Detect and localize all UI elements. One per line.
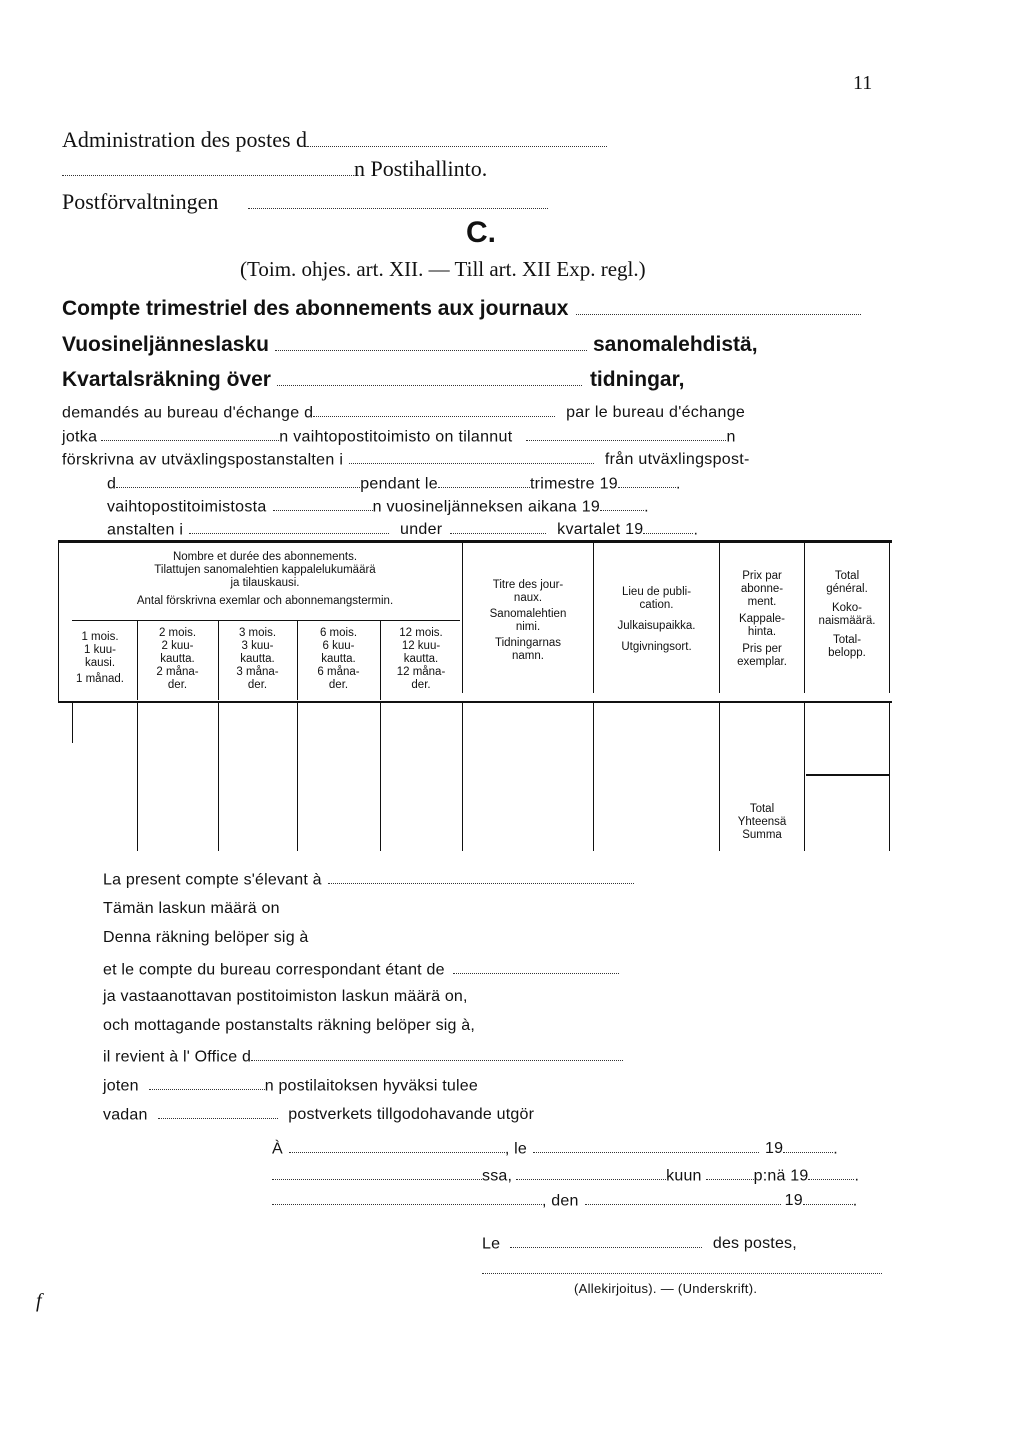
total-text: Total [834, 570, 860, 582]
duration-text: der. [411, 679, 431, 691]
column-prix [720, 570, 804, 669]
duration-text: der. [328, 679, 349, 691]
lieu-text: Lieu de publi- [621, 586, 692, 598]
duration-text: 2 kuu- [161, 640, 194, 652]
line-forskrivna [62, 449, 750, 469]
table-vline [297, 703, 298, 851]
a-label: À [272, 1140, 283, 1158]
page-number: 11 [853, 72, 873, 94]
column-lieu [594, 586, 719, 654]
lieu-text: cation. [639, 599, 674, 611]
jotka-label: jotka [62, 428, 98, 446]
sanomalehdista-label: sanomalehdistä, [592, 332, 758, 356]
line-denna: Denna räkning belöper sig à [103, 929, 309, 946]
column-total [805, 570, 889, 660]
line-et-le [103, 959, 619, 979]
lieu-text: Julkaisupaikka. [617, 620, 696, 632]
duration-text: der. [247, 679, 268, 691]
fill-line[interactable] [643, 519, 693, 534]
fill-line[interactable] [453, 959, 619, 974]
fill-line[interactable] [526, 426, 726, 441]
present-label: La present compte s'élevant à [103, 871, 322, 889]
duration-12-months [380, 627, 462, 692]
kvartalet-label: kvartalet 19 [557, 521, 644, 539]
table-vline [804, 703, 805, 851]
le-label: , le [504, 1140, 528, 1158]
compte-label: Compte trimestriel des abonnements aux journaux [62, 296, 569, 320]
duration-text: 1 kuu- [84, 644, 116, 656]
postforvaltningen-label: Postförvaltningen [62, 188, 219, 214]
summa-text: Summa [742, 829, 782, 841]
form-letter: C. [466, 216, 496, 249]
table-vline [218, 703, 219, 851]
total-text: Total- [832, 634, 862, 646]
vaihto-label: n vaihtopostitoimisto on tilannut [279, 428, 513, 446]
le-sig-label: Le [482, 1235, 501, 1253]
date-line-1: À , le 19 . [272, 1138, 838, 1158]
total-text: belopp. [828, 647, 866, 659]
duration-text: 6 måna- [317, 666, 360, 678]
line-joten [103, 1075, 478, 1095]
year-label: 19 [784, 1192, 803, 1210]
d-label: d [107, 475, 117, 493]
forskrivna-label: förskrivna av utväxlingspostanstalten i [62, 451, 344, 469]
fill-line[interactable] [438, 473, 530, 488]
tidningar-label: tidningar, [589, 367, 685, 391]
margin-mark: f [36, 1290, 42, 1312]
trimestre-label: trimestre 19 [529, 475, 619, 493]
fill-line[interactable] [272, 1190, 542, 1205]
kvartal-label: Kvartalsräkning över [62, 367, 271, 391]
group-header-sv: Antal förskrivna exemlar och abonnemangstermin. [136, 595, 394, 607]
title-compte [62, 295, 861, 321]
line-vaihtopostitoimistosta: vaihtopostitoimistosta n vuosineljänneksen aikana 19 . [107, 496, 649, 516]
fill-line[interactable] [158, 1104, 278, 1119]
fill-line[interactable] [706, 1165, 754, 1180]
table-vline [72, 703, 73, 743]
group-header-fr: Nombre et durée des abonnements. [172, 551, 358, 563]
fill-line[interactable] [272, 1165, 482, 1180]
fill-line[interactable] [149, 1075, 265, 1090]
duration-text: 12 kuu- [401, 640, 441, 652]
fill-line[interactable] [62, 155, 354, 176]
fill-line[interactable] [585, 1190, 781, 1205]
column-titre [463, 579, 593, 663]
total-text: Koko- [831, 602, 863, 614]
fill-line[interactable] [307, 126, 607, 147]
line-present [103, 869, 634, 889]
par-le-label: par le bureau d'échange [566, 404, 746, 422]
den-label: , den [542, 1192, 579, 1210]
pna-label: p:nä 19 [753, 1167, 809, 1185]
line-taman: Tämän laskun määrä on [103, 900, 280, 917]
duration-6-months [297, 627, 380, 692]
et-le-label: et le compte du bureau correspondant étant de [103, 961, 445, 979]
date-line-2: ssa, kuun p:nä 19 . [272, 1165, 859, 1185]
table-vline [593, 703, 594, 851]
titre-text: naux. [513, 592, 543, 604]
prix-text: abonne- [740, 583, 784, 595]
titre-text: Tidningarnas [494, 637, 562, 649]
duration-text: 3 kuu- [241, 640, 274, 652]
total-text: général. [826, 583, 868, 595]
table-vline [380, 703, 381, 851]
header-postforvaltningen [62, 188, 548, 215]
pendant-label: pendant le [360, 475, 438, 493]
fill-line[interactable] [251, 1046, 623, 1061]
table-vline [462, 703, 463, 851]
duration-text: 12 mois. [399, 627, 443, 639]
prix-text: Kappale- [738, 613, 786, 625]
table-vline [889, 703, 890, 851]
signature-blank[interactable] [482, 1259, 882, 1279]
duration-text: 1 mois. [81, 631, 119, 643]
fran-label: från utväxlingspost- [604, 451, 750, 469]
fill-line[interactable] [101, 426, 279, 441]
duration-text: 3 mois. [238, 627, 277, 639]
fill-line[interactable] [450, 519, 546, 534]
fill-line[interactable] [808, 1165, 854, 1180]
vadan-label: vadan [103, 1106, 148, 1124]
titre-text: Sanomalehtien [489, 608, 567, 620]
table-top-rule [58, 540, 892, 543]
group-header-fi-2: ja tilauskausi. [230, 577, 300, 589]
duration-text: 6 kuu- [322, 640, 355, 652]
duration-1-month [62, 631, 138, 686]
vuosi-label: Vuosineljänneslasku [62, 332, 269, 356]
duration-text: kautta. [321, 653, 356, 665]
duration-text: kautta. [403, 653, 439, 665]
titre-text: nimi. [515, 621, 541, 633]
duration-text: 12 måna- [396, 666, 446, 678]
fill-line[interactable] [510, 1233, 702, 1248]
line-pendant: d pendant le trimestre 19 . [107, 473, 681, 493]
anstalten-label: anstalten i [107, 521, 184, 539]
titre-text: namn. [512, 650, 544, 662]
fill-line[interactable] [349, 449, 594, 464]
fill-line[interactable] [783, 1138, 833, 1153]
duration-text: kausi. [84, 657, 116, 669]
fill-line[interactable] [313, 402, 555, 417]
line-il-revient [103, 1046, 623, 1066]
duration-3-months [218, 627, 297, 692]
fill-line[interactable] [273, 496, 373, 511]
duration-text: kautta. [240, 653, 275, 665]
prix-text: exemplar. [737, 656, 787, 668]
duration-text: 6 mois. [319, 627, 358, 639]
des-postes-label: des postes, [712, 1235, 797, 1253]
fill-line[interactable] [277, 366, 582, 386]
table-vline [58, 543, 59, 703]
summa-label [720, 803, 804, 842]
line-anstalten: anstalten i under kvartalet 19 . [107, 519, 698, 539]
fill-line[interactable] [600, 496, 644, 511]
line-vadan [103, 1104, 534, 1124]
demandes-label: demandés au bureau d'échange d [62, 404, 314, 422]
date-line-3: , den 19 . [272, 1190, 857, 1210]
fill-line[interactable] [482, 1259, 882, 1274]
group-header-fi: Tilattujen sanomalehtien kappalelukumäärä [154, 564, 376, 576]
regulation-ref: (Toim. ohjes. art. XII. — Till art. XII Exp. regl.) [240, 257, 646, 281]
fill-line[interactable] [516, 1165, 666, 1180]
postverkets-label: postverkets tillgodohavande utgör [288, 1106, 535, 1124]
header-postihallinto [62, 155, 487, 182]
title-kvartal [62, 366, 684, 392]
fill-line[interactable] [576, 295, 861, 315]
line-och: och mottagande postanstalts räkning belöper sig à, [103, 1017, 476, 1034]
fill-line[interactable] [533, 1138, 759, 1153]
table-vline [137, 703, 138, 851]
vuosineljanneksen-label: n vuosineljänneksen aikana 19 [372, 498, 601, 516]
fill-line[interactable] [116, 473, 360, 488]
fill-line[interactable] [803, 1190, 853, 1205]
table-header-rule [58, 701, 892, 703]
under-label: under [400, 521, 443, 539]
prix-text: Prix par [742, 570, 782, 582]
duration-text: 2 måna- [156, 666, 199, 678]
summa-text: Yhteensä [737, 816, 787, 828]
duration-text: der. [167, 679, 188, 691]
total-rule [806, 774, 890, 776]
prix-text: ment. [747, 596, 777, 608]
postilaitoksen-label: n postilaitoksen hyväksi tulee [264, 1077, 478, 1095]
header-admin [62, 126, 607, 153]
signature-caption: (Allekirjoitus). — (Underskrift). [574, 1281, 758, 1296]
fill-line[interactable] [618, 473, 676, 488]
year-label: 19 [765, 1140, 784, 1158]
duration-2-months [137, 627, 218, 692]
signature-line [482, 1233, 797, 1253]
prix-text: Pris per [742, 643, 782, 655]
admin-label: Administration des postes d [62, 126, 308, 152]
fill-line[interactable] [248, 188, 548, 209]
line-ja-vast: ja vastaanottavan postitoimiston laskun määrä on, [103, 988, 468, 1005]
table-subheader-rule [72, 620, 460, 621]
vaihtopostitoimistosta-label: vaihtopostitoimistosta [107, 498, 267, 516]
table-vline [889, 543, 890, 693]
n-end-label: n [726, 428, 736, 446]
titre-text: Titre des jour- [492, 579, 564, 591]
prix-text: hinta. [747, 626, 777, 638]
line-demandes [62, 402, 745, 422]
kuun-label: kuun [666, 1167, 702, 1185]
line-jotka [62, 426, 736, 446]
postihallinto-label: n Postihallinto. [354, 155, 488, 181]
fill-line[interactable] [189, 519, 389, 534]
title-vuosi [62, 331, 758, 357]
summa-text: Total [749, 803, 775, 815]
fill-line[interactable] [275, 331, 587, 351]
fill-line[interactable] [328, 869, 634, 884]
group-header [70, 551, 460, 608]
il-revient-label: il revient à l' Office d [103, 1048, 252, 1066]
duration-text: 1 månad. [76, 673, 124, 685]
ssa-label: ssa, [482, 1167, 513, 1185]
joten-label: joten [103, 1077, 139, 1095]
duration-text: 3 måna- [236, 666, 279, 678]
duration-text: kautta. [160, 653, 195, 665]
lieu-text: Utgivningsort. [621, 641, 692, 653]
total-text: naismäärä. [818, 615, 876, 627]
fill-line[interactable] [289, 1138, 505, 1153]
duration-text: 2 mois. [158, 627, 197, 639]
